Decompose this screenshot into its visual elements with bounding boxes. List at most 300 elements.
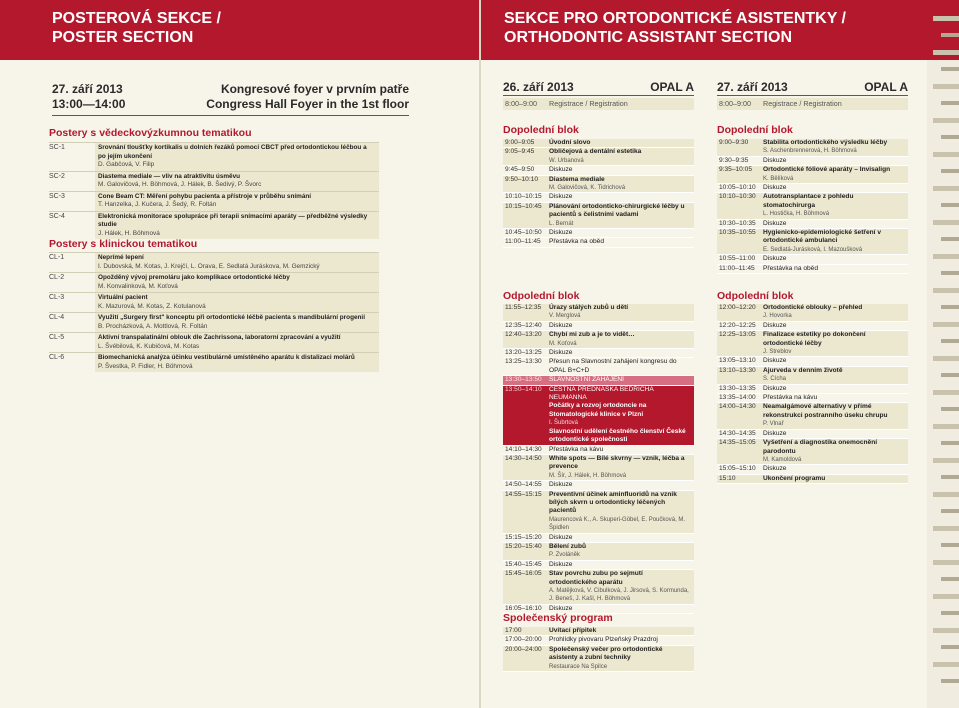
schedule-time: 14:10–14:30 (505, 445, 542, 453)
schedule-row (503, 376, 694, 385)
poster-code: CL-2 (49, 274, 65, 281)
schedule-item (763, 465, 908, 473)
schedule-title: Preventivní účinek aminfluoridů na vznik bílých skvrn u ortodonticky léčených pacientů (549, 490, 677, 515)
poster-place-cz: Kongresové foyer v prvním patře (220, 82, 409, 96)
schedule-time: 12:00–12:20 (719, 304, 756, 311)
tab-marker (933, 84, 959, 89)
schedule-title: Stav povrchu zubu po sejmutí ortodontického aparátu (549, 570, 643, 586)
schedule-item (763, 139, 908, 156)
schedule-time: 11:00–11:45 (719, 264, 755, 272)
tab-marker (933, 254, 959, 259)
schedule-time: 13:20–13:25 (505, 349, 542, 357)
poster-session-header (52, 82, 409, 114)
schedule-speaker: K. Bělíková (763, 175, 794, 182)
schedule-row (717, 166, 908, 184)
tab-marker (941, 645, 959, 649)
tab-marker (941, 577, 959, 581)
schedule-item (763, 184, 908, 192)
poster-row (49, 352, 379, 372)
tab-marker (941, 203, 959, 207)
schedule-row (503, 481, 694, 490)
day2-header (717, 80, 908, 95)
tab-marker (933, 16, 959, 21)
poster-row (49, 272, 379, 292)
schedule-title: Přestávka na oběd (549, 238, 604, 246)
schedule-title: Plánování ortodonticko-chirurgické léčby u pacientů s čelistními vadami (549, 202, 685, 219)
tab-marker (933, 492, 959, 497)
schedule-item (549, 446, 694, 454)
right-banner-title (481, 0, 927, 47)
schedule-time: 14:35–15:05 (719, 439, 756, 447)
day1-registration (503, 98, 694, 110)
day1-morning-schedule (503, 139, 694, 248)
schedule-item (549, 358, 694, 375)
schedule-title: Obličejová a dentální estetika (549, 148, 642, 156)
schedule-title: Diskuze (549, 166, 573, 174)
poster-title: Diastema mediale — vliv na atraktivitu úsměvu (98, 172, 241, 180)
schedule-item (763, 394, 908, 402)
schedule-title: Diskuze (549, 349, 573, 357)
schedule-item (549, 304, 694, 321)
tab-marker (941, 101, 959, 105)
schedule-row (503, 627, 694, 636)
poster-row (49, 142, 379, 171)
schedule-time: 13:30–13:35 (719, 384, 756, 392)
schedule-time: 14:30–14:50 (505, 454, 542, 462)
schedule-title: Diskuze (763, 219, 787, 227)
schedule-item (549, 386, 694, 445)
schedule-time: 12:35–12:40 (505, 321, 542, 329)
schedule-item (763, 229, 908, 254)
schedule-item (763, 220, 908, 228)
schedule-item (763, 193, 908, 218)
schedule-title: Přestávka na kávu (549, 445, 604, 453)
schedule-speaker: Restaurace Na Spilce (549, 663, 608, 670)
schedule-speaker: L. Hostička, H. Böhmová (763, 211, 830, 218)
poster-row (49, 332, 379, 352)
schedule-row (717, 357, 908, 366)
schedule-title: Diskuze (549, 533, 573, 541)
day2-rule (717, 95, 908, 96)
schedule-title: Ortodontické oblouky – přehled (763, 304, 863, 311)
schedule-time: 12:40–13:20 (505, 331, 542, 339)
header-rule (52, 115, 409, 116)
schedule-time: 13:50–14:10 (505, 385, 542, 393)
schedule-title: Diskuze (763, 184, 787, 192)
tab-marker (941, 543, 959, 547)
schedule-item (549, 238, 694, 246)
poster-authors: B. Procházková, A. Mottlová, R. Foltán (98, 322, 208, 330)
schedule-row (717, 367, 908, 385)
schedule-time: 9:45–9:50 (505, 166, 535, 174)
schedule-time: 14:30–14:35 (719, 429, 756, 437)
schedule-time: 16:05–16:10 (505, 604, 542, 612)
schedule-row (503, 561, 694, 570)
schedule-title: Diskuze (549, 193, 573, 201)
day1-reg-label: Registrace / Registration (549, 99, 628, 108)
tab-marker (941, 679, 959, 683)
social-program-title: Společenský program (503, 612, 613, 624)
schedule-item (549, 481, 694, 489)
schedule-item (549, 229, 694, 237)
day2-reg-label: Registrace / Registration (763, 99, 842, 108)
schedule-title: Diskuze (549, 229, 573, 237)
section-title-clinical: Postery s klinickou tematikou (49, 238, 198, 250)
tab-marker (933, 662, 959, 667)
poster-title: Biomechanická analýza účinku vestibulárně umístěného aparátu k distalizaci molárů (98, 354, 355, 361)
schedule-title: Diskuze (549, 604, 573, 612)
tab-marker (933, 594, 959, 599)
schedule-time: 15:10 (719, 474, 736, 482)
schedule-item (763, 439, 908, 464)
schedule-item (763, 166, 908, 183)
scientific-poster-list (49, 142, 379, 239)
tab-marker (941, 509, 959, 513)
schedule-item (549, 627, 694, 635)
schedule-row (503, 446, 694, 455)
right-banner-line2: ORTHODONTIC ASSISTANT SECTION (504, 29, 792, 46)
schedule-item (763, 403, 908, 428)
left-page (0, 60, 479, 708)
schedule-time: 9:30–9:35 (719, 156, 749, 164)
poster-authors: K. Mazurová, M. Kotas, Z. Kotulanová (98, 302, 206, 310)
schedule-title: Přestávka na kávu (763, 394, 818, 402)
schedule-title: Diskuze (763, 465, 787, 473)
schedule-title: Neamalgámové alternativy v přímé rekonstrukci postranního úseku chrupu (763, 403, 888, 419)
day1-afternoon-title: Odpolední blok (503, 290, 580, 302)
poster-body (95, 143, 379, 171)
schedule-title: Úrazy stálých zubů u dětí (549, 304, 629, 311)
schedule-title: Diskuze (763, 384, 787, 392)
schedule-row (503, 349, 694, 358)
tab-marker (941, 339, 959, 343)
social-program-schedule (503, 627, 694, 672)
schedule-row (503, 176, 694, 194)
left-section-banner (0, 0, 479, 60)
tab-marker (941, 305, 959, 309)
schedule-item (549, 331, 694, 348)
tab-marker (941, 441, 959, 445)
poster-authors: P. Švestka, P. Fidler, H. Böhmová (98, 362, 193, 370)
schedule-time: 10:15–10:45 (505, 202, 542, 210)
schedule-speaker: J. Hovorka (763, 313, 792, 320)
schedule-speaker: M. Šír, J. Hálek, H. Böhmová (549, 472, 627, 479)
schedule-row (717, 475, 908, 484)
schedule-item (763, 367, 908, 384)
schedule-row (503, 570, 694, 605)
schedule-row (503, 193, 694, 202)
schedule-row (503, 238, 694, 247)
schedule-speaker: P. Vlnař (763, 421, 784, 428)
poster-authors: J. Hálek, H. Böhmová (98, 229, 160, 237)
schedule-item (549, 646, 694, 671)
tab-marker (941, 135, 959, 139)
poster-row (49, 171, 379, 191)
schedule-row (717, 193, 908, 219)
schedule-time: 14:55–15:15 (505, 490, 542, 498)
schedule-title: Přestávka na oběd (763, 264, 818, 272)
schedule-time: 10:35–10:55 (719, 229, 756, 237)
schedule-time: 9:35–10:05 (719, 166, 753, 174)
schedule-time: 11:55–12:35 (505, 304, 542, 311)
schedule-time: 20:00–24:00 (505, 645, 542, 653)
day2-morning-title: Dopolední blok (717, 124, 793, 136)
schedule-row (717, 394, 908, 403)
schedule-title: Přesun na Slavnostní zahájení kongresu do OPAL B+C+D (549, 358, 677, 374)
poster-code: CL-1 (49, 254, 65, 261)
right-page (481, 60, 927, 708)
schedule-row (717, 331, 908, 357)
schedule-lecture-title: Počátky a rozvoj ortodoncie na Stomatologické klinice v Plzni (549, 402, 647, 418)
schedule-item (763, 265, 908, 273)
schedule-item (549, 561, 694, 569)
poster-authors: D. Gabčová, V. Filip (98, 161, 155, 168)
day2-afternoon-schedule (717, 304, 908, 484)
day1-afternoon-schedule (503, 304, 694, 614)
schedule-row (503, 358, 694, 376)
schedule-title: Diskuze (763, 255, 787, 263)
schedule-row (503, 203, 694, 229)
schedule-row (503, 148, 694, 166)
poster-authors: I. Dubovská, M. Kotas, J. Krejčí, L. Orava, E. Sedlatá Juráskova, M. Gemzický (98, 262, 320, 270)
schedule-time: 15:45–16:05 (505, 570, 542, 578)
schedule-speaker: V. Merglová (549, 313, 581, 320)
poster-title: Využití „Surgery first" konceptu při ortodontické léčbě pacienta s mandibulární progenií (98, 314, 365, 321)
schedule-title: Diskuze (763, 321, 787, 329)
poster-place-en: Congress Hall Foyer in the 1st floor (206, 97, 409, 111)
schedule-item (763, 475, 908, 483)
schedule-time: 9:05–9:45 (505, 148, 535, 156)
poster-title: Virtuální pacient (98, 294, 148, 301)
schedule-row (503, 636, 694, 645)
schedule-row (503, 166, 694, 175)
schedule-row (717, 255, 908, 264)
schedule-time: 13:30–13:50 (505, 376, 542, 384)
schedule-title: Diskuze (763, 429, 787, 437)
day2-morning-schedule (717, 139, 908, 274)
day1-date: 26. září 2013 (503, 80, 574, 94)
tab-marker (933, 288, 959, 293)
schedule-row (717, 430, 908, 439)
day1-morning-title: Dopolední blok (503, 124, 579, 136)
schedule-row (717, 385, 908, 394)
schedule-time: 17:00–20:00 (505, 636, 542, 644)
schedule-time: 15:05–15:10 (719, 465, 756, 473)
right-banner-line1: SEKCE PRO ORTODONTICKÉ ASISTENTKY / (504, 10, 846, 27)
schedule-speaker: L. Bernát (549, 220, 574, 227)
schedule-speaker: M. Koťová (549, 340, 577, 347)
schedule-time: 13:35–14:00 (719, 394, 756, 402)
poster-body (95, 353, 379, 372)
poster-time: 13:00—14:00 (52, 97, 126, 111)
page-edge-tabs (927, 0, 959, 708)
tab-marker (933, 118, 959, 123)
schedule-time: 9:00–9:30 (719, 139, 749, 146)
day1-rule (503, 95, 694, 96)
schedule-item (549, 491, 694, 533)
schedule-row (503, 455, 694, 481)
tab-marker (933, 560, 959, 565)
schedule-speaker: J. Streblov (763, 349, 792, 356)
tab-marker (941, 169, 959, 173)
schedule-title: Společenský večer pro ortodontické asistenty a zubní techniky (549, 645, 663, 662)
poster-code: CL-5 (49, 334, 65, 341)
tab-marker (941, 67, 959, 71)
poster-code: SC-3 (49, 192, 65, 200)
tab-marker (933, 186, 959, 191)
schedule-row (717, 403, 908, 429)
schedule-speaker: S. Cícha (763, 376, 787, 383)
schedule-time: 13:10–13:30 (719, 366, 756, 374)
tab-marker (941, 407, 959, 411)
tab-marker (933, 152, 959, 157)
schedule-title: Hygienicko-epidemiologické šetření v ortodontické ambulanci (763, 229, 881, 245)
schedule-time: 15:15–15:20 (505, 533, 542, 541)
schedule-title: Diskuze (549, 321, 573, 329)
schedule-time: 10:45–10:50 (505, 229, 542, 237)
schedule-title: Diskuze (763, 156, 787, 164)
day2-room: OPAL A (864, 80, 908, 94)
poster-authors: M. Konvalinková, M. Koťová (98, 282, 178, 290)
schedule-title: Ortodontické fóliové aparáty – Invisalign (763, 166, 891, 174)
poster-row (49, 292, 379, 312)
poster-row (49, 191, 379, 211)
tab-marker (941, 33, 959, 37)
schedule-title: White spots — Bílé skvrny — vznik, léčba a prevence (549, 454, 685, 471)
schedule-item (763, 255, 908, 263)
schedule-time: 12:25–13:05 (719, 331, 756, 339)
tab-marker (941, 237, 959, 241)
schedule-item (763, 304, 908, 321)
schedule-speaker: P. Zvoláněk (549, 552, 580, 559)
schedule-speaker: M. Galovičová, K. Tidrichová (549, 185, 626, 192)
poster-authors: T. Hanzelka, J. Kučera, J. Šedý, R. Foltán (98, 201, 217, 208)
tab-marker (941, 475, 959, 479)
schedule-title: Finalizace estetiky po dokončení ortodontické léčby (763, 331, 866, 347)
schedule-time: 13:25–13:30 (505, 358, 542, 366)
poster-body (95, 172, 379, 191)
schedule-row (503, 386, 694, 446)
tab-marker (933, 322, 959, 327)
schedule-item (549, 349, 694, 357)
schedule-row (503, 331, 694, 349)
schedule-speaker: I. Šubrtová (549, 420, 579, 427)
schedule-time: 10:05–10:10 (719, 184, 756, 192)
poster-body (95, 293, 379, 312)
schedule-speaker: A. Matějková, V. Cibulková, J. Jirsová, S. Kormunda, J. Beneš, J. Kašl, H. Böhmová (549, 588, 689, 603)
schedule-item (549, 139, 694, 147)
poster-title: Neprímé lepení (98, 254, 144, 261)
tab-marker (933, 526, 959, 531)
schedule-title: Uvítací přípitek (549, 627, 597, 634)
poster-code: SC-1 (49, 144, 65, 151)
tab-marker (933, 458, 959, 463)
tab-marker (941, 373, 959, 377)
day1-header (503, 80, 694, 95)
schedule-row (717, 439, 908, 465)
schedule-time: 13:05–13:10 (719, 357, 756, 365)
poster-body (95, 313, 379, 332)
schedule-title: Úvodní slovo (549, 139, 591, 146)
schedule-item (763, 430, 908, 438)
day2-afternoon-title: Odpolední blok (717, 290, 794, 302)
schedule-time: 10:30–10:35 (719, 219, 756, 227)
day2-registration (717, 98, 908, 110)
schedule-title: Vyšetření a diagnostika onemocnění parodontu (763, 439, 878, 455)
schedule-row (503, 304, 694, 322)
schedule-item (549, 322, 694, 330)
tab-marker (933, 424, 959, 429)
poster-title: Opožděný vývoj premoláru jako komplikace ortodontické léčby (98, 274, 290, 281)
schedule-title: ČESTNÁ PŘEDNÁŠKA BEDŘICHA NEUMANNA (549, 385, 654, 402)
poster-title: Srovnání tloušťky kortikalis u dolních řezáků pomocí CBCT před ortodontickou léčbou a po jejím ukončení (98, 144, 367, 160)
schedule-item (763, 157, 908, 165)
schedule-time: 9:00–9:05 (505, 139, 535, 146)
schedule-item (549, 570, 694, 604)
schedule-time: 10:10–10:15 (505, 193, 542, 201)
schedule-item (549, 166, 694, 174)
poster-code: CL-3 (49, 294, 65, 301)
tab-marker (933, 628, 959, 633)
schedule-title: Ajurveda v denním životě (763, 366, 843, 374)
left-banner-line2: POSTER SECTION (52, 29, 194, 46)
poster-body (95, 273, 379, 292)
schedule-row (503, 491, 694, 534)
schedule-time: 14:50–14:55 (505, 481, 542, 489)
schedule-time: 10:10–10:30 (719, 193, 756, 201)
schedule-row (503, 543, 694, 561)
poster-code: SC-4 (49, 212, 65, 220)
schedule-item (549, 193, 694, 201)
tab-marker (933, 220, 959, 225)
schedule-time: 14:00–14:30 (719, 403, 756, 411)
schedule-title: Diastema mediale (549, 175, 605, 183)
schedule-time: 11:00–11:45 (505, 238, 541, 246)
tab-marker (933, 356, 959, 361)
schedule-row (503, 322, 694, 331)
schedule-row (717, 304, 908, 322)
poster-authors: M. Galovičová, H. Böhmová, J. Hálek, B. Šedivý, P. Švorc (98, 181, 262, 188)
poster-row (49, 312, 379, 332)
schedule-speaker: W. Urbanová (549, 157, 584, 164)
left-banner-title (0, 0, 479, 47)
schedule-time: 10:55–11:00 (719, 255, 756, 263)
poster-place (206, 82, 409, 112)
schedule-item (549, 455, 694, 480)
poster-code: CL-6 (49, 354, 65, 361)
schedule-row (503, 229, 694, 238)
schedule-time: 9:50–10:10 (505, 175, 539, 183)
left-banner-line1: POSTEROVÁ SEKCE / (52, 10, 221, 27)
schedule-item (763, 357, 908, 365)
schedule-item (549, 176, 694, 193)
poster-title: Cone Beam CT: Měření pohybu pacienta a přístroje v průběhu snímání (98, 192, 312, 200)
poster-date: 27. září 2013 (52, 82, 123, 96)
day1-reg-time: 8:00–9:00 (505, 99, 537, 108)
schedule-row (717, 220, 908, 229)
schedule-title: Chybí mi zub a je to vidět… (549, 331, 635, 339)
schedule-item (549, 203, 694, 228)
schedule-speaker: S. Aschenbrennerová, H. Böhmová (763, 148, 857, 155)
tab-marker (941, 611, 959, 615)
poster-body (95, 212, 379, 240)
schedule-row (717, 229, 908, 255)
schedule-row (717, 465, 908, 474)
schedule-row (717, 157, 908, 166)
schedule-item (763, 385, 908, 393)
poster-row (49, 211, 379, 240)
schedule-ceremony: Slavnostní udělení čestného členství České ortodontické společnosti (549, 427, 686, 444)
